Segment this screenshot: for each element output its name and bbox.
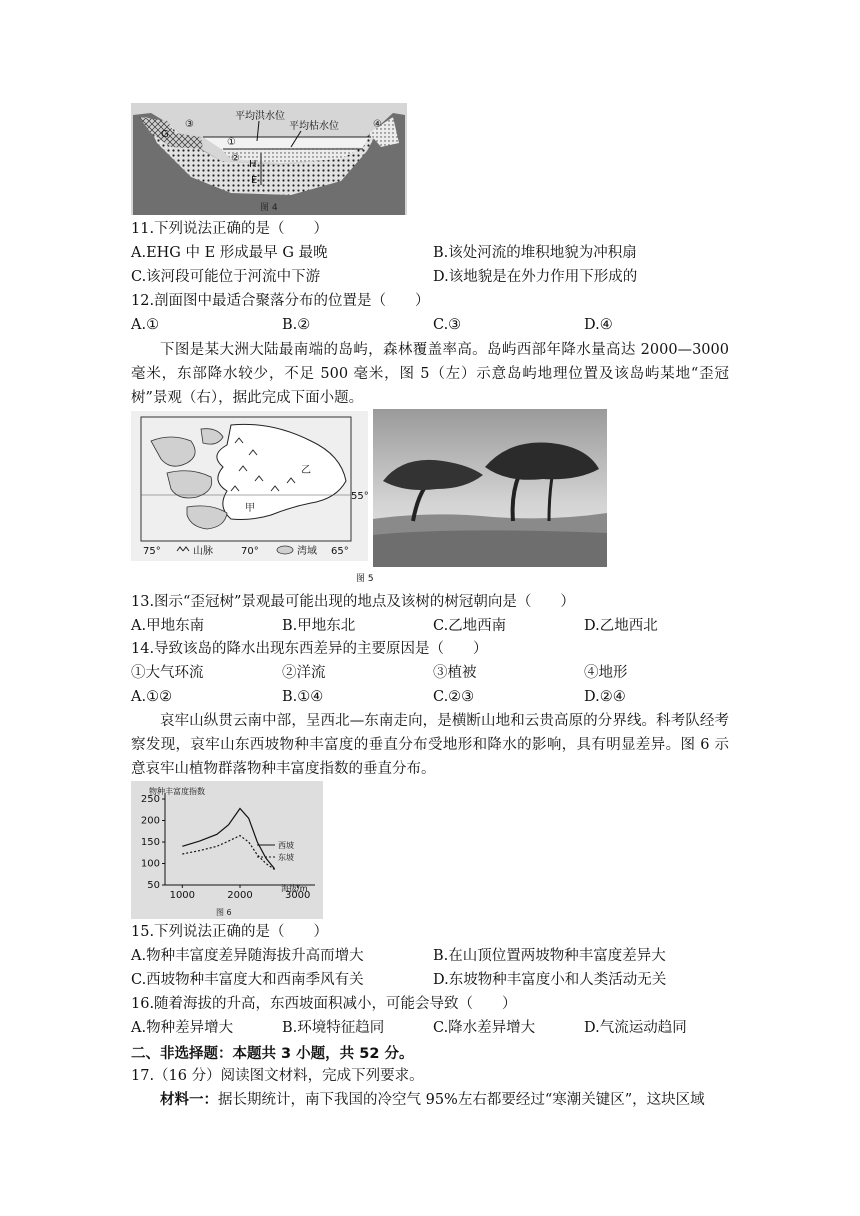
- q16-option-d[interactable]: D.气流运动趋同: [584, 1020, 687, 1036]
- q13-option-c[interactable]: C.乙地西南: [433, 618, 507, 634]
- dry-level-label: 平均枯水位: [289, 121, 339, 132]
- q14-option-a[interactable]: A.①②: [131, 689, 173, 705]
- q17-stem: 17.（16 分）阅读图文材料，完成下列要求。: [131, 1068, 424, 1084]
- position-3: ③: [185, 119, 194, 130]
- layer-h: H: [249, 159, 257, 170]
- q13-stem: 13.图示“歪冠树”景观最可能出现的地点及该树的树冠朝向是（ ）: [131, 594, 575, 610]
- q14-option-b[interactable]: B.①④: [282, 689, 324, 705]
- y-tick-label: 200: [140, 815, 160, 827]
- section-2-heading: 二、非选择题：本题共 3 小题，共 52 分。: [131, 1046, 414, 1062]
- y-tick-label: 150: [140, 837, 160, 848]
- q12-option-c[interactable]: C.③: [433, 317, 462, 333]
- q16-stem: 16.随着海拔的升高，东西坡面积减小，可能会导致（ ）: [131, 996, 517, 1012]
- q14-item-1: ①大气环流: [131, 665, 204, 681]
- layer-e: E: [251, 175, 258, 186]
- q12-option-a[interactable]: A.①: [131, 317, 160, 333]
- x-tick-label: 1000: [169, 890, 196, 901]
- place-yi: 乙: [301, 465, 311, 476]
- legend-mountain: 山脉: [193, 546, 213, 557]
- position-1: ①: [227, 137, 236, 148]
- material-1-text: 据长期统计，南下我国的冷空气 95%左右都要经过“寒潮关键区”，这块区域: [218, 1092, 705, 1108]
- x-tick-label: 3000: [284, 890, 311, 901]
- place-jia: 甲: [245, 503, 255, 514]
- legend-bay: 湾域: [297, 546, 317, 557]
- q14-item-3: ③植被: [433, 665, 477, 681]
- q11-option-b[interactable]: B.该处河流的堆积地貌为冲积扇: [433, 245, 637, 261]
- q15-option-d[interactable]: D.东坡物种丰富度小和人类活动无关: [433, 972, 667, 988]
- y-tick-label: 100: [140, 858, 160, 870]
- figure-6-caption: 图 6: [216, 908, 232, 917]
- flood-level-label: 平均洪水位: [235, 111, 285, 122]
- q13-option-b[interactable]: B.甲地东北: [282, 618, 356, 634]
- q15-option-c[interactable]: C.西坡物种丰富度大和西南季风有关: [131, 972, 364, 988]
- q12-stem: 12.剖面图中最适合聚落分布的位置是（ ）: [131, 293, 430, 309]
- q11-option-c[interactable]: C.该河段可能位于河流中下游: [131, 269, 321, 285]
- lon-70: 70°: [241, 546, 259, 557]
- river-valley-profile: [131, 103, 407, 215]
- figure-5-caption: 图 5: [356, 574, 374, 584]
- lon-65: 65°: [331, 546, 349, 557]
- figure-5-map: [131, 411, 368, 561]
- material-1-label: 材料一：: [160, 1091, 218, 1108]
- q15-stem: 15.下列说法正确的是（ ）: [131, 924, 329, 940]
- q15-option-b[interactable]: B.在山顶位置两坡物种丰富度差异大: [433, 948, 666, 964]
- figure-4: [131, 103, 407, 215]
- position-4: ④: [373, 119, 382, 130]
- q12-option-b[interactable]: B.②: [282, 317, 311, 333]
- q14-option-d[interactable]: D.②④: [584, 689, 626, 705]
- ailao-intro: 哀牢山纵贯云南中部，呈西北—东南走向，是横断山地和云贵高原的分界线。科考队经考察发现，哀牢山东西坡物种丰富度的垂直分布受地形和降水的影响，具有明显差异。图 6 示意哀牢山植物群落物种丰富度指数的垂直分布。: [131, 713, 729, 777]
- q11-option-a[interactable]: A.EHG 中 E 形成最早 G 最晚: [131, 245, 328, 261]
- q14-item-4: ④地形: [584, 665, 628, 681]
- q11-stem: 11.下列说法正确的是（ ）: [131, 221, 329, 237]
- latitude-label: 55°: [351, 491, 368, 502]
- position-2: ②: [231, 153, 240, 164]
- x-axis-label: 海拔/m: [281, 884, 308, 893]
- figure-5-photo: [373, 409, 607, 567]
- q17-material-1: [160, 1090, 705, 1110]
- x-tick-label: 2000: [227, 890, 253, 901]
- island-intro: 下图是某大洲大陆最南端的岛屿，森林覆盖率高。岛屿西部年降水量高达 2000—3000 毫米，东部降水较少，不足 500 毫米，图 5（左）示意岛屿地理位置及该岛屿某地“歪冠树”景观（右），据此完成下面小题。: [131, 342, 729, 406]
- q14-item-2: ②洋流: [282, 665, 326, 681]
- q14-option-c[interactable]: C.②③: [433, 689, 475, 705]
- legend-east: 东坡: [278, 853, 294, 862]
- q16-option-c[interactable]: C.降水差异增大: [433, 1020, 536, 1036]
- lon-75: 75°: [143, 546, 161, 557]
- q15-option-a[interactable]: A.物种丰富度差异随海拔升高而增大: [131, 948, 364, 964]
- legend-west: 西坡: [278, 841, 294, 850]
- species-richness-chart: [131, 781, 323, 919]
- q13-option-d[interactable]: D.乙地西北: [584, 618, 658, 634]
- figure-4-caption: 图 4: [260, 203, 278, 213]
- y-tick-label: 250: [140, 794, 160, 805]
- q16-option-b[interactable]: B.环境特征趋同: [282, 1020, 385, 1036]
- q11-option-d[interactable]: D.该地貌是在外力作用下形成的: [433, 269, 638, 285]
- q16-option-a[interactable]: A.物种差异增大: [131, 1020, 234, 1036]
- figure-6: [131, 781, 323, 919]
- q12-option-d[interactable]: D.④: [584, 317, 613, 333]
- q13-option-a[interactable]: A.甲地东南: [131, 618, 205, 634]
- legend-bay-icon: [277, 546, 293, 554]
- y-axis-label: 物种丰富度指数: [149, 787, 205, 796]
- layer-g: G: [161, 129, 169, 140]
- q14-stem: 14.导致该岛的降水出现东西差异的主要原因是（ ）: [131, 641, 488, 657]
- y-tick-label: 50: [147, 880, 160, 891]
